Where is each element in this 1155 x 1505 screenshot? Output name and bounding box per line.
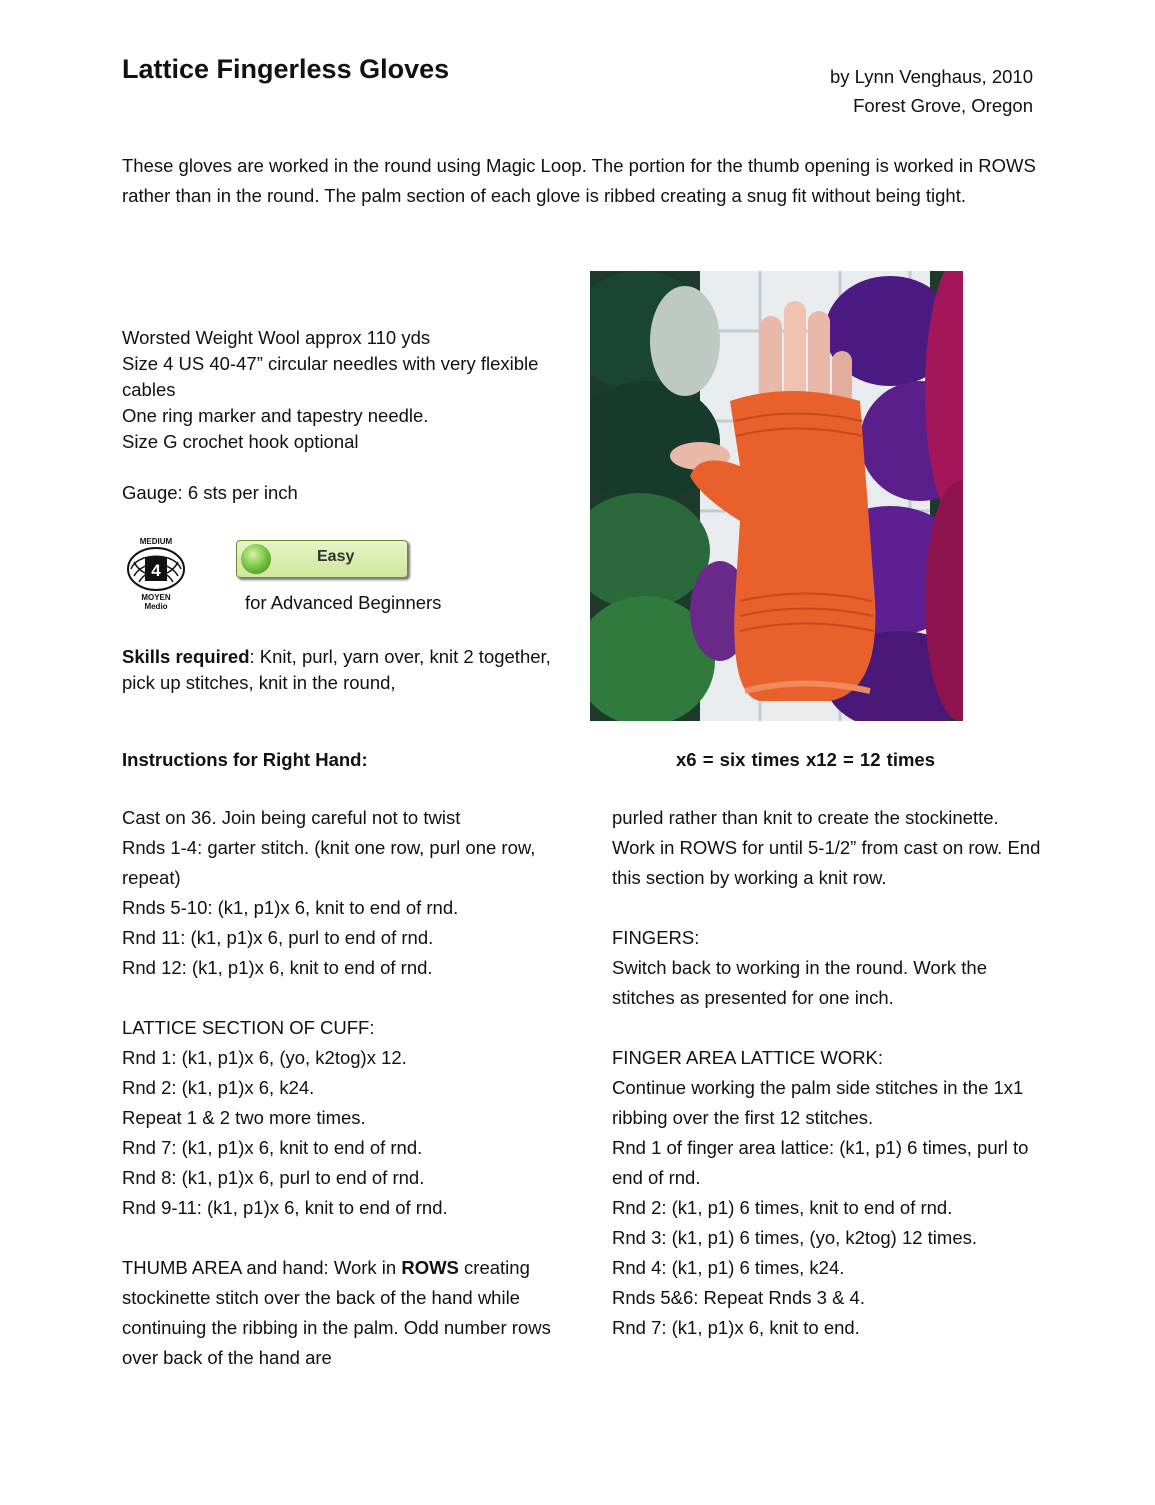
spacer <box>612 893 1042 923</box>
author-name: by Lynn Venghaus, 2010 <box>830 66 1033 87</box>
skills-required <box>122 644 572 696</box>
instruction-line: Rnd 7: (k1, p1)x 6, knit to end of rnd. <box>122 1137 423 1158</box>
instruction-line: Rnd 2: (k1, p1) 6 times, knit to end of rnd. <box>612 1197 953 1218</box>
skill-level-text: for Advanced Beginners <box>245 592 442 613</box>
skills-text: : Knit, purl, yarn over, knit 2 together, pick up stitches, knit in the round, <box>122 646 551 693</box>
instruction-line: Rnd 2: (k1, p1)x 6, k24. <box>122 1077 315 1098</box>
yarn-symbol-top: MEDIUM <box>139 537 173 546</box>
instruction-line: Continue working the palm side stitches in the 1x1 ribbing over the first 12 stitches. <box>612 1077 1024 1128</box>
author-byline <box>830 62 1033 120</box>
yarn-symbol-bottom: MOYEN <box>141 593 171 602</box>
instruction-line: Rnd 1 of finger area lattice: (k1, p1) 6 times, purl to end of rnd. <box>612 1137 1029 1188</box>
skills-label: Skills required <box>122 646 250 667</box>
instruction-line: purled rather than knit to create the stockinette. Work in ROWS for until 5-1/2” from cast on row. End this section by working a knit row. <box>612 807 1041 888</box>
gauge-text: Gauge: 6 sts per inch <box>122 482 298 503</box>
materials-list <box>122 325 572 455</box>
instructions-right-column <box>612 803 1042 1343</box>
instruction-line: Rnd 1: (k1, p1)x 6, (yo, k2tog)x 12. <box>122 1047 407 1068</box>
instruction-line: Rnds 5-10: (k1, p1)x 6, knit to end of rnd. <box>122 897 459 918</box>
glove-photo <box>590 271 963 721</box>
material-item: Size G crochet hook optional <box>122 431 359 452</box>
section-heading: FINGERS: <box>612 927 700 948</box>
section-heading: FINGER AREA LATTICE WORK: <box>612 1047 884 1068</box>
instruction-line: Rnd 12: (k1, p1)x 6, knit to end of rnd. <box>122 957 433 978</box>
instruction-line: Rnd 9-11: (k1, p1)x 6, knit to end of rnd. <box>122 1197 448 1218</box>
yarn-symbol-bottom-es: Medio <box>144 602 168 611</box>
instruction-line: Cast on 36. Join being careful not to twist <box>122 807 461 828</box>
thumb-text-end: creating stockinette stitch over the back of the hand while continuing the ribbing in the palm. Odd number rows over back of the hand are <box>122 1257 551 1368</box>
spacer <box>612 1013 1042 1043</box>
abbreviation-legend: x6 = six times x12 = 12 times <box>676 749 935 770</box>
instruction-line: Repeat 1 & 2 two more times. <box>122 1107 366 1128</box>
instruction-line: Switch back to working in the round. Work the stitches as presented for one inch. <box>612 957 987 1008</box>
material-item: One ring marker and tapestry needle. <box>122 405 429 426</box>
thumb-section <box>122 1253 582 1373</box>
instruction-line: Rnd 8: (k1, p1)x 6, purl to end of rnd. <box>122 1167 425 1188</box>
author-location: Forest Grove, Oregon <box>853 95 1033 116</box>
spacer <box>122 1223 582 1253</box>
yarn-weight-symbol-icon <box>125 536 187 612</box>
instruction-line: Rnds 5&6: Repeat Rnds 3 & 4. <box>612 1287 865 1308</box>
skill-level-badge <box>236 540 408 578</box>
pattern-title: Lattice Fingerless Gloves <box>122 54 450 84</box>
intro-paragraph: These gloves are worked in the round using Magic Loop. The portion for the thumb opening is worked in ROWS rather than in the round. The palm section of each glove is ribbed creating a snug fit without being tight. <box>122 155 1036 206</box>
instruction-line: Rnd 4: (k1, p1) 6 times, k24. <box>612 1257 845 1278</box>
instruction-line: Rnd 3: (k1, p1) 6 times, (yo, k2tog) 12 times. <box>612 1227 978 1248</box>
instruction-line: Rnd 11: (k1, p1)x 6, purl to end of rnd. <box>122 927 434 948</box>
material-item: Worsted Weight Wool approx 110 yds <box>122 327 431 348</box>
instruction-line: Rnd 7: (k1, p1)x 6, knit to end. <box>612 1317 860 1338</box>
instructions-left-column <box>122 803 582 1373</box>
instructions-heading: Instructions for Right Hand: <box>122 749 368 770</box>
material-item: Size 4 US 40-47” circular needles with very flexible cables <box>122 353 539 400</box>
thumb-text-start: THUMB AREA and hand: Work in <box>122 1257 402 1278</box>
thumb-text-bold: ROWS <box>401 1257 459 1278</box>
yarn-ball-icon <box>241 544 271 574</box>
section-heading: LATTICE SECTION OF CUFF: <box>122 1017 375 1038</box>
spacer <box>122 983 582 1013</box>
skill-level-label: Easy <box>317 548 355 565</box>
instruction-line: Rnds 1-4: garter stitch. (knit one row, purl one row, repeat) <box>122 837 536 888</box>
yarn-symbol-number: 4 <box>151 561 161 580</box>
